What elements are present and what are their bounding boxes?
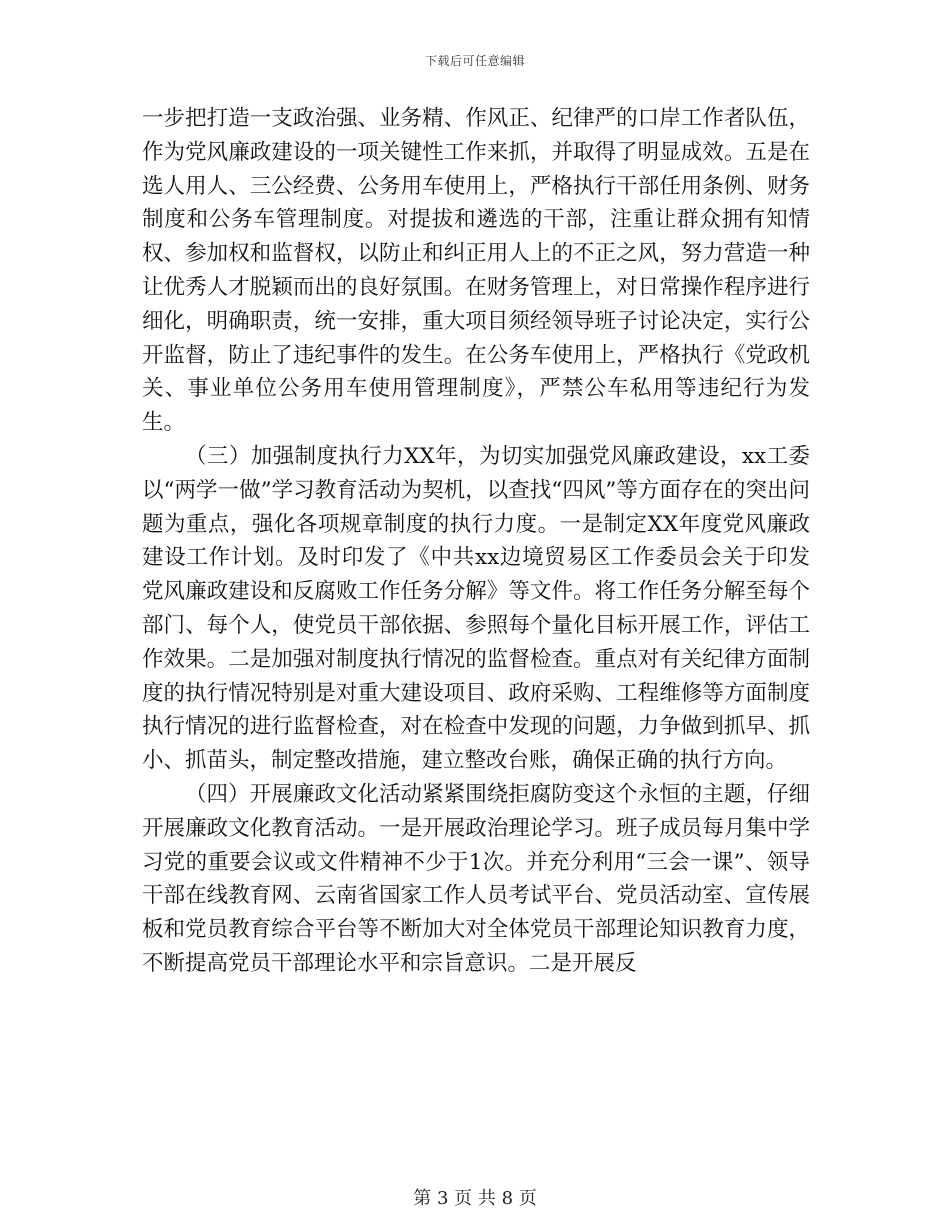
current-page-number: 3	[436, 1188, 449, 1209]
page-label-mid: 页 共	[454, 1188, 496, 1209]
page-header: 下载后可任意编辑	[424, 54, 525, 68]
page-footer	[0, 1184, 950, 1210]
page-label-suffix: 页	[518, 1188, 537, 1209]
paragraph-section-four: （四）开展廉政文化活动紧紧围绕拒腐防变这个永恒的主题，仔细开展廉政文化教育活动。一是开展政治理论学习。班子成员每月集中学习党的重要会议或文件精神不少于1次。并充分利用“三会一课”、领导干部在线教育网、云南省国家工作人员考试平台、党员活动室、宣传展板和党员教育综合平台等不断加大对全体党员干部理论知识教育力度，不断提高党员干部理论水平和宗旨意识。二是开展反	[142, 781, 810, 976]
document-body	[142, 102, 810, 981]
paragraph-continuation: 一步把打造一支政治强、业务精、作风正、纪律严的口岸工作者队伍，作为党风廉政建设的一项关键性工作来抓，并取得了明显成效。五是在选人用人、三公经费、公务用车使用上，严格执行干部任用条例、财务制度和公务车管理制度。对提拔和遴选的干部，注重让群众拥有知情权、参加权和监督权，以防止和纠正用人上的不正之风，努力营造一种让优秀人才脱颖而出的良好氛围。在财务管理上，对日常操作程序进行细化，明确职责，统一安排，重大项目须经领导班子讨论决定，实行公开监督，防止了违纪事件的发生。在公务车使用上，严格执行《党政机关、事业单位公务用车使用管理制度》，严禁公车私用等违纪行为发生。	[142, 106, 810, 436]
total-page-number: 8	[501, 1188, 514, 1209]
page-label-prefix: 第	[413, 1188, 432, 1209]
paragraph-section-three: （三）加强制度执行力XX年，为切实加强党风廉政建设，xx工委以“两学一做”学习教育活动为契机，以查找“四风”等方面存在的突出问题为重点，强化各项规章制度的执行力度。一是制定XX年度党风廉政建设工作计划。及时印发了《中共xx边境贸易区工作委员会关于印发党风廉政建设和反腐败工作任务分解》等文件。将工作任务分解至每个部门、每个人，使党员干部依据、参照每个量化目标开展工作，评估工作效果。二是加强对制度执行情况的监督检查。重点对有关纪律方面制度的执行情况特别是对重大建设项目、政府采购、工程维修等方面制度执行情况的进行监督检查，对在检查中发现的问题，力争做到抓早、抓小、抓苗头，制定整改措施，建立整改台账，确保正确的执行方向。	[142, 443, 810, 774]
